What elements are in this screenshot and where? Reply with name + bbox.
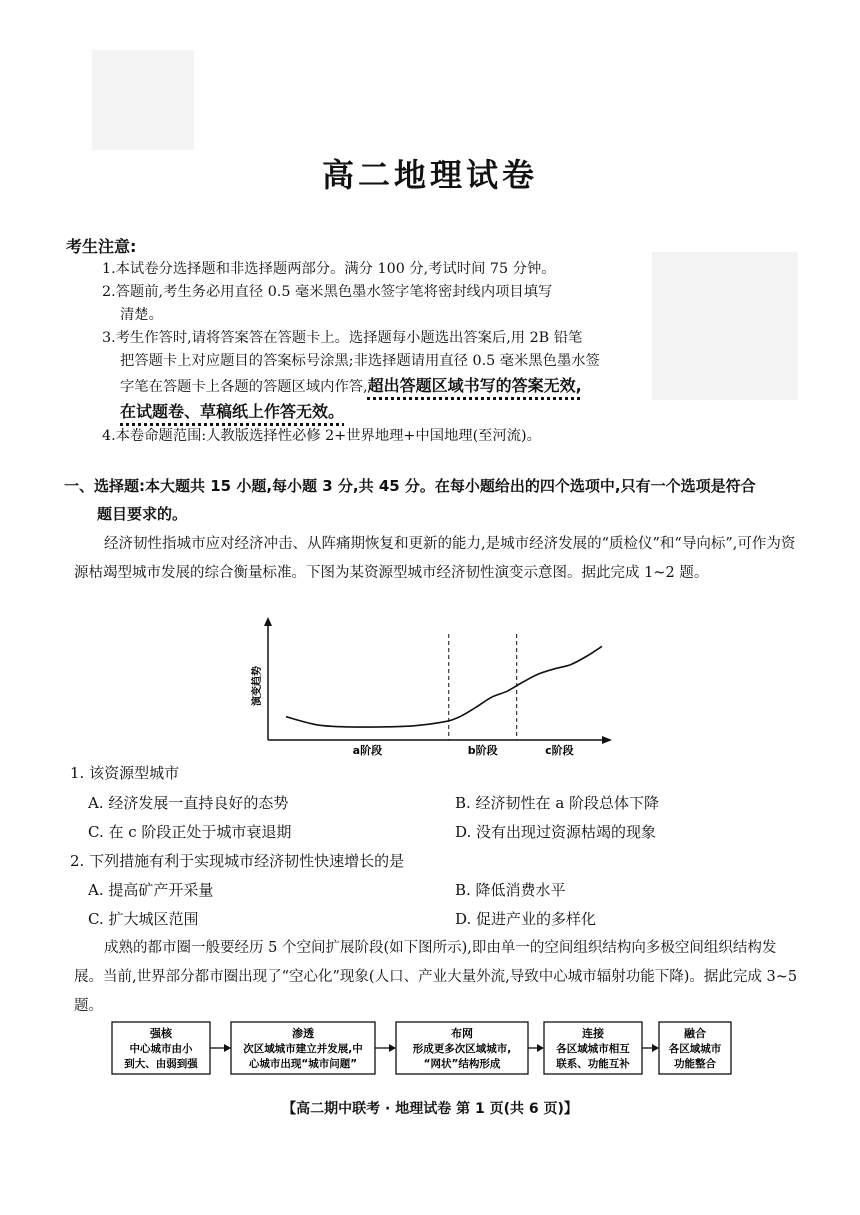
section-heading-line: 一、选择题:本大题共 15 小题,每小题 3 分,共 45 分。在每小题给出的四个选项中,只有一个选项是符合	[64, 477, 756, 495]
notice-line: 1.本试卷分选择题和非选择题两部分。满分 100 分,考试时间 75 分钟。	[102, 261, 556, 277]
flow-box-text: 到大、由弱到强	[124, 1058, 198, 1070]
question-2-option-a: A. 提高矿产开采量	[88, 881, 214, 899]
notice-line: 4.本卷命题范围:人教版选择性必修 2+世界地理+中国地理(至河流)。	[102, 428, 541, 444]
question-2-stem: 2. 下列措施有利于实现城市经济韧性快速增长的是	[70, 852, 405, 870]
flow-box-text: 各区域城市相互	[556, 1043, 630, 1055]
notice-line: 2.答题前,考生务必用直径 0.5 毫米黑色墨水签字笔将密封线内项目填写	[102, 284, 553, 300]
flow-box-title: 渗透	[292, 1027, 314, 1040]
question-1-option-a: A. 经济发展一直持良好的态势	[88, 794, 289, 812]
flow-box-text: 中心城市由小	[129, 1043, 193, 1055]
emphasis-text: 超出答题区域书写的答案无效,	[367, 376, 582, 395]
notice-list	[102, 258, 650, 448]
notice-line	[102, 373, 650, 399]
flow-box-text: 次区域城市建立并发展,中	[243, 1043, 363, 1055]
flow-arrowhead	[652, 1044, 659, 1052]
stage-label-c: c阶段	[545, 744, 574, 757]
flow-box-text: 心城市出现“城市问题”	[248, 1058, 358, 1070]
question-1-stem: 1. 该资源型城市	[70, 764, 180, 782]
flow-box-title: 连接	[582, 1027, 604, 1040]
economic-resilience-chart	[240, 614, 620, 758]
passage-1: 经济韧性指城市应对经济冲击、从阵痛期恢复和更新的能力,是城市经济发展的“质检仪”和“导向标”,可作为资源枯竭型城市发展的综合衡量标准。下图为某资源型城市经济韧性演变示意图。据此完成 1~2 题。	[74, 536, 796, 581]
expansion-stage-flowchart	[100, 1018, 740, 1078]
section-heading	[64, 472, 804, 528]
flow-box-title: 融合	[684, 1027, 706, 1040]
notice-line	[102, 399, 650, 425]
flow-box-2	[231, 1022, 375, 1074]
flow-box-text: 功能整合	[674, 1058, 716, 1070]
emphasis-text: 在试题卷、草稿纸上作答无效。	[120, 402, 345, 421]
flow-box-text: “网状”结构形成	[423, 1058, 501, 1070]
y-axis-label: 演变趋势	[252, 666, 263, 706]
notice-line: 3.考生作答时,请将答案答在答题卡上。选择题每小题选出答案后,用 2B 铅笔	[102, 330, 583, 346]
notice-line: 清楚。	[120, 307, 163, 323]
question-1-option-d: D. 没有出现过资源枯竭的现象	[455, 823, 657, 841]
flow-arrowhead	[537, 1044, 544, 1052]
flow-box-title: 布网	[451, 1027, 473, 1040]
flow-arrowhead	[224, 1044, 231, 1052]
y-axis-arrow	[264, 617, 272, 626]
notice-heading: 考生注意:	[66, 237, 137, 256]
passage-2: 成熟的都市圈一般要经历 5 个空间扩展阶段(如下图所示),即由单一的空间组织结构向多极空间组织结构发展。当前,世界部分都市圈出现了“空心化”现象(人口、产业大量外流,导致中心城市辐射功能下降)。据此完成 3~5 题。	[74, 940, 798, 1014]
page-title: 高二地理试卷	[321, 156, 538, 194]
question-2-option-c: C. 扩大城区范围	[88, 910, 199, 928]
flow-box-text: 形成更多次区域城市,	[412, 1043, 512, 1055]
flow-box-title: 强核	[150, 1027, 172, 1040]
flow-arrowhead	[389, 1044, 396, 1052]
notice-line: 把答题卡上对应题目的答案标号涂黑;非选择题请用直径 0.5 毫米黑色墨水签	[120, 353, 600, 369]
notice-text: 字笔在答题卡上各题的答题区域内作答,	[120, 379, 368, 395]
question-1-option-b: B. 经济韧性在 a 阶段总体下降	[455, 794, 660, 812]
page-footer: 【高二期中联考 · 地理试卷 第 1 页(共 6 页)】	[282, 1101, 578, 1117]
resilience-curve	[286, 646, 602, 727]
scan-smudge	[652, 252, 798, 400]
stage-label-b: b阶段	[467, 744, 498, 757]
question-2-option-d: D. 促进产业的多样化	[455, 910, 597, 928]
question-1-option-c: C. 在 c 阶段正处于城市衰退期	[88, 823, 292, 841]
flow-box-5	[659, 1022, 731, 1074]
x-axis-arrow	[602, 736, 612, 744]
stage-label-a: a阶段	[352, 744, 383, 757]
flow-box-text: 各区域城市	[668, 1043, 722, 1055]
flow-box-4	[544, 1022, 642, 1074]
section-heading-line: 题目要求的。	[97, 505, 188, 523]
flow-box-3	[396, 1022, 528, 1074]
scan-smudge	[92, 50, 194, 150]
flow-box-text: 联系、功能互补	[556, 1058, 630, 1070]
question-2-option-b: B. 降低消费水平	[455, 881, 566, 899]
flow-box-1	[112, 1022, 210, 1074]
